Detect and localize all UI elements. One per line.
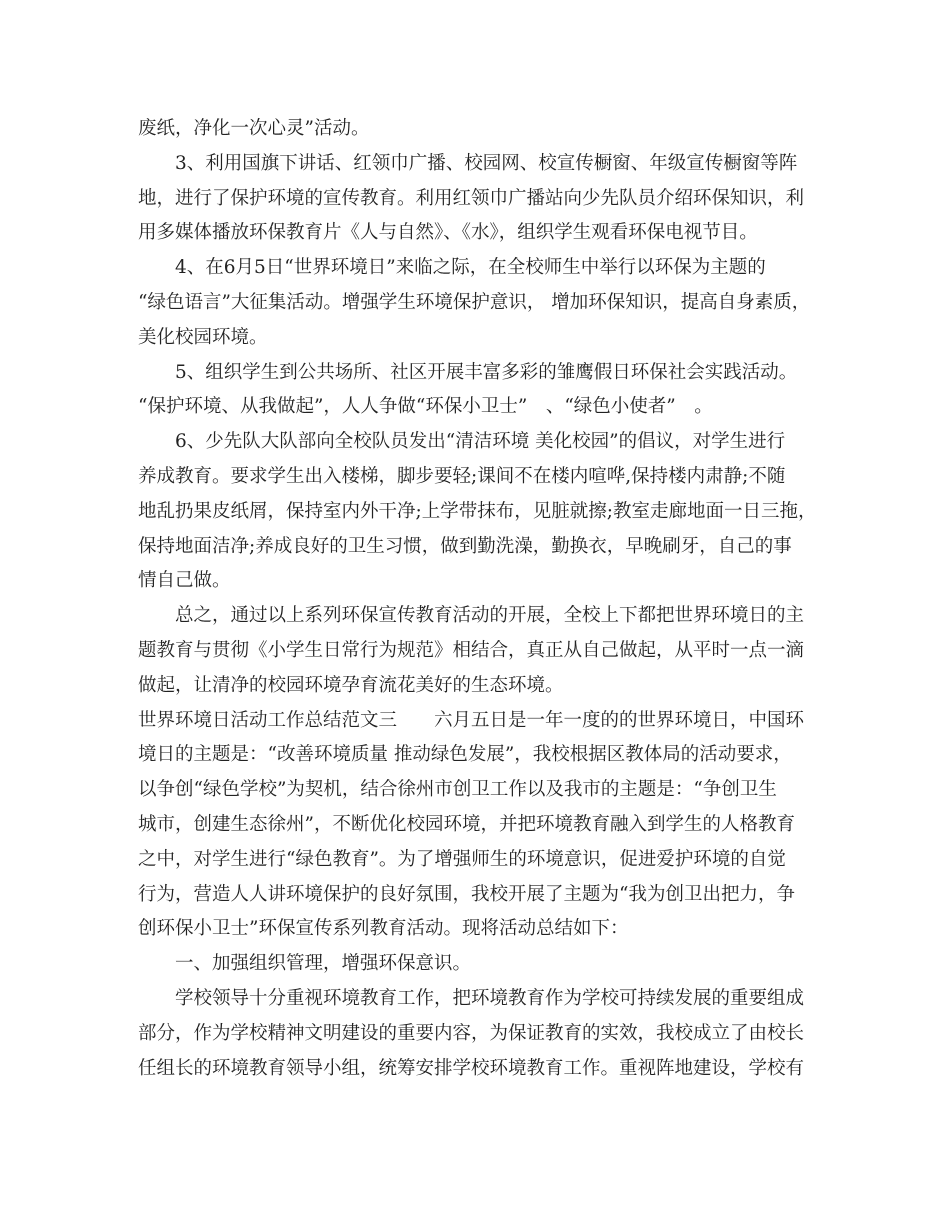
text-line: 题教育与贯彻《小学生日常行为规范》相结合，真正从自己做起，从平时一点一滴 <box>138 639 805 661</box>
text-line: 做起，让清净的校园环境孕育流花美好的生态环境。 <box>138 674 564 696</box>
text-line: 世界环境日活动工作总结范文三 六月五日是一年一度的的世界环境日，中国环 <box>138 709 805 731</box>
document-body <box>138 112 828 1086</box>
text-line: 之中，对学生进行“绿色教育”。为了增强师生的环境意识，促进爱护环境的自觉 <box>138 848 786 870</box>
text-line: 部分，作为学校精神文明建设的重要内容，为保证教育的实效，我校成立了由校长 <box>138 1022 805 1044</box>
text-line: 一、加强组织管理，增强环保意识。 <box>175 953 472 975</box>
text-line: 情自己做。 <box>138 570 231 592</box>
text-line: “保护环境、从我做起”，人人争做“环保小卫士” 、“绿色小使者” 。 <box>138 396 713 418</box>
text-line: “绿色语言”大征集活动。增强学生环境保护意识， 增加环保知识，提高自身素质， <box>138 291 811 313</box>
text-line: 保持地面洁净;养成良好的卫生习惯，做到勤洗澡，勤换衣，早晚刷牙，自己的事 <box>138 535 792 557</box>
text-line: 任组长的环境教育领导小组，统筹安排学校环境教育工作。重视阵地建设，学校有 <box>138 1057 805 1079</box>
text-line: 总之，通过以上系列环保宣传教育活动的开展，全校上下都把世界环境日的主 <box>175 605 805 627</box>
text-line: 行为，营造人人讲环境保护的良好氛围，我校开展了主题为“我为创卫出把力，争 <box>138 883 795 905</box>
text-line: 境日的主题是：“改善环境质量 推动绿色发展”，我校根据区教体局的活动要求， <box>138 744 792 766</box>
text-line: 地，进行了保护环境的宣传教育。利用红领巾广播站向少先队员介绍环保知识，利 <box>138 187 805 209</box>
text-line: 城市，创建生态徐州”，不断优化校园环境，并把环境教育融入到学生的人格教育 <box>138 813 795 835</box>
text-line: 3、利用国旗下讲话、红领巾广播、校园网、校宣传橱窗、年级宣传橱窗等阵 <box>175 152 798 174</box>
text-line: 养成教育。要求学生出入楼梯，脚步要轻;课间不在楼内喧哗,保持楼内肃静;不随 <box>138 465 786 487</box>
text-line: 地乱扔果皮纸屑，保持室内外干净;上学带抹布，见脏就擦;教室走廊地面一日三拖， <box>138 500 817 522</box>
text-line: 学校领导十分重视环境教育工作，把环境教育作为学校可持续发展的重要组成 <box>175 987 805 1009</box>
text-line: 美化校园环境。 <box>138 326 268 348</box>
text-line: 创环保小卫士”环保宣传系列教育活动。现将活动总结如下： <box>138 918 629 940</box>
text-line: 4、在6月5日“世界环境日”来临之际，在全校师生中举行以环保为主题的 <box>175 257 766 279</box>
text-line: 用多媒体播放环保教育片《人与自然》、《水》，组织学生观看环保电视节目。 <box>138 222 758 244</box>
text-line: 以争创“绿色学校”为契机，结合徐州市创卫工作以及我市的主题是：“争创卫生 <box>138 779 777 801</box>
text-line: 废纸，净化一次心灵”活动。 <box>138 118 370 139</box>
text-line: 5、组织学生到公共场所、社区开展丰富多彩的雏鹰假日环保社会实践活动。 <box>175 361 798 383</box>
text-line: 6、少先队大队部向全校队员发出“清洁环境 美化校园”的倡议，对学生进行 <box>175 431 786 453</box>
